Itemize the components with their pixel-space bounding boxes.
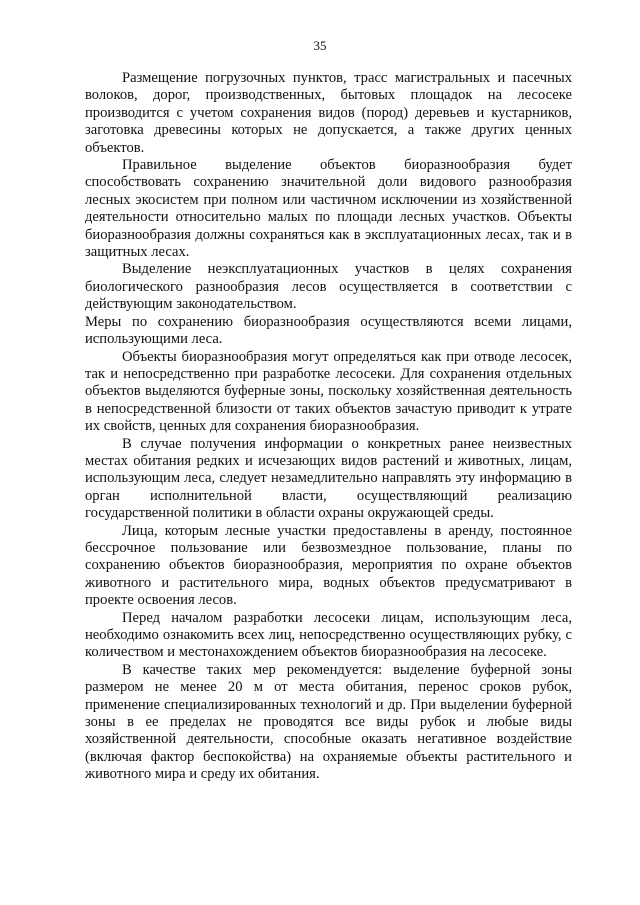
paragraph-non-exploitation-areas: Выделение неэксплуатационных участков в целях сохранения биологического разнообразия лесов осуществляется в соответствии с действующим законодательством. [85, 261, 572, 313]
paragraph-biodiversity-object-selection: Правильное выделение объектов биоразнообразия будет способствовать сохранению значительной доли видового разнообразия лесных экосистем при полном или частичном исключении из хозяйственной деятельности относительно малых по площади лесных участков. Объекты биоразнообразия должны сохраняться как в эксплуатационных лесах, так и в защитных лесах. [85, 157, 572, 261]
paragraph-conservation-measures: Меры по сохранению биоразнообразия осуществляются всеми лицами, использующими леса. [85, 313, 572, 348]
paragraph-forest-development-project: Лица, которым лесные участки предоставлены в аренду, постоянное бессрочное пользование или безвозмездное пользование, планы по сохранению объектов биоразнообразия, мероприятия по охране объектов животного и растительного мира, водных объектов предусматривают в проекте освоения лесов. [85, 522, 572, 609]
document-body [85, 70, 572, 784]
page-number: 35 [313, 38, 327, 53]
paragraph-recommended-measures: В качестве таких мер рекомендуется: выделение буферной зоны размером не менее 20 м от места обитания, перенос сроков рубок, применение специализированных технологий и др. При выделении буферной зоны в ее пределах не проводятся все виды рубок и любые виды хозяйственной деятельности, способные оказать негативное воздействие (включая фактор беспокойства) на охраняемые объекты растительного и животного мира и среду их обитания. [85, 661, 572, 783]
paragraph-rare-species-information: В случае получения информации о конкретных ранее неизвестных местах обитания редких и исчезающих видов растений и животных, лицам, использующим леса, следует незамедлительно направлять эту информацию в орган исполнительной власти, осуществляющий реализацию государственной политики в области охраны окружающей среды. [85, 435, 572, 522]
paragraph-logging-site-briefing: Перед началом разработки лесосеки лицам, использующим леса, необходимо ознакомить всех лиц, непосредственно осуществляющих рубку, с количеством и местонахождением объектов биоразнообразия на лесосеке. [85, 609, 572, 661]
paragraph-placement-of-loading-points: Размещение погрузочных пунктов, трасс магистральных и пасечных волоков, дорог, производственных, бытовых площадок на лесосеке производится с учетом сохранения видов (пород) деревьев и кустарников, заготовка древесины которых не допускается, а также других ценных объектов. [85, 70, 572, 156]
paragraph-buffer-zones: Объекты биоразнообразия могут определяться как при отводе лесосек, так и непосредственно при разработке лесосеки. Для сохранения отдельных объектов выделяются буферные зоны, поскольку хозяйственная деятельность в непосредственной близости от таких объектов зачастую приводит к утрате их свойств, ценных для сохранения биоразнообразия. [85, 348, 572, 435]
